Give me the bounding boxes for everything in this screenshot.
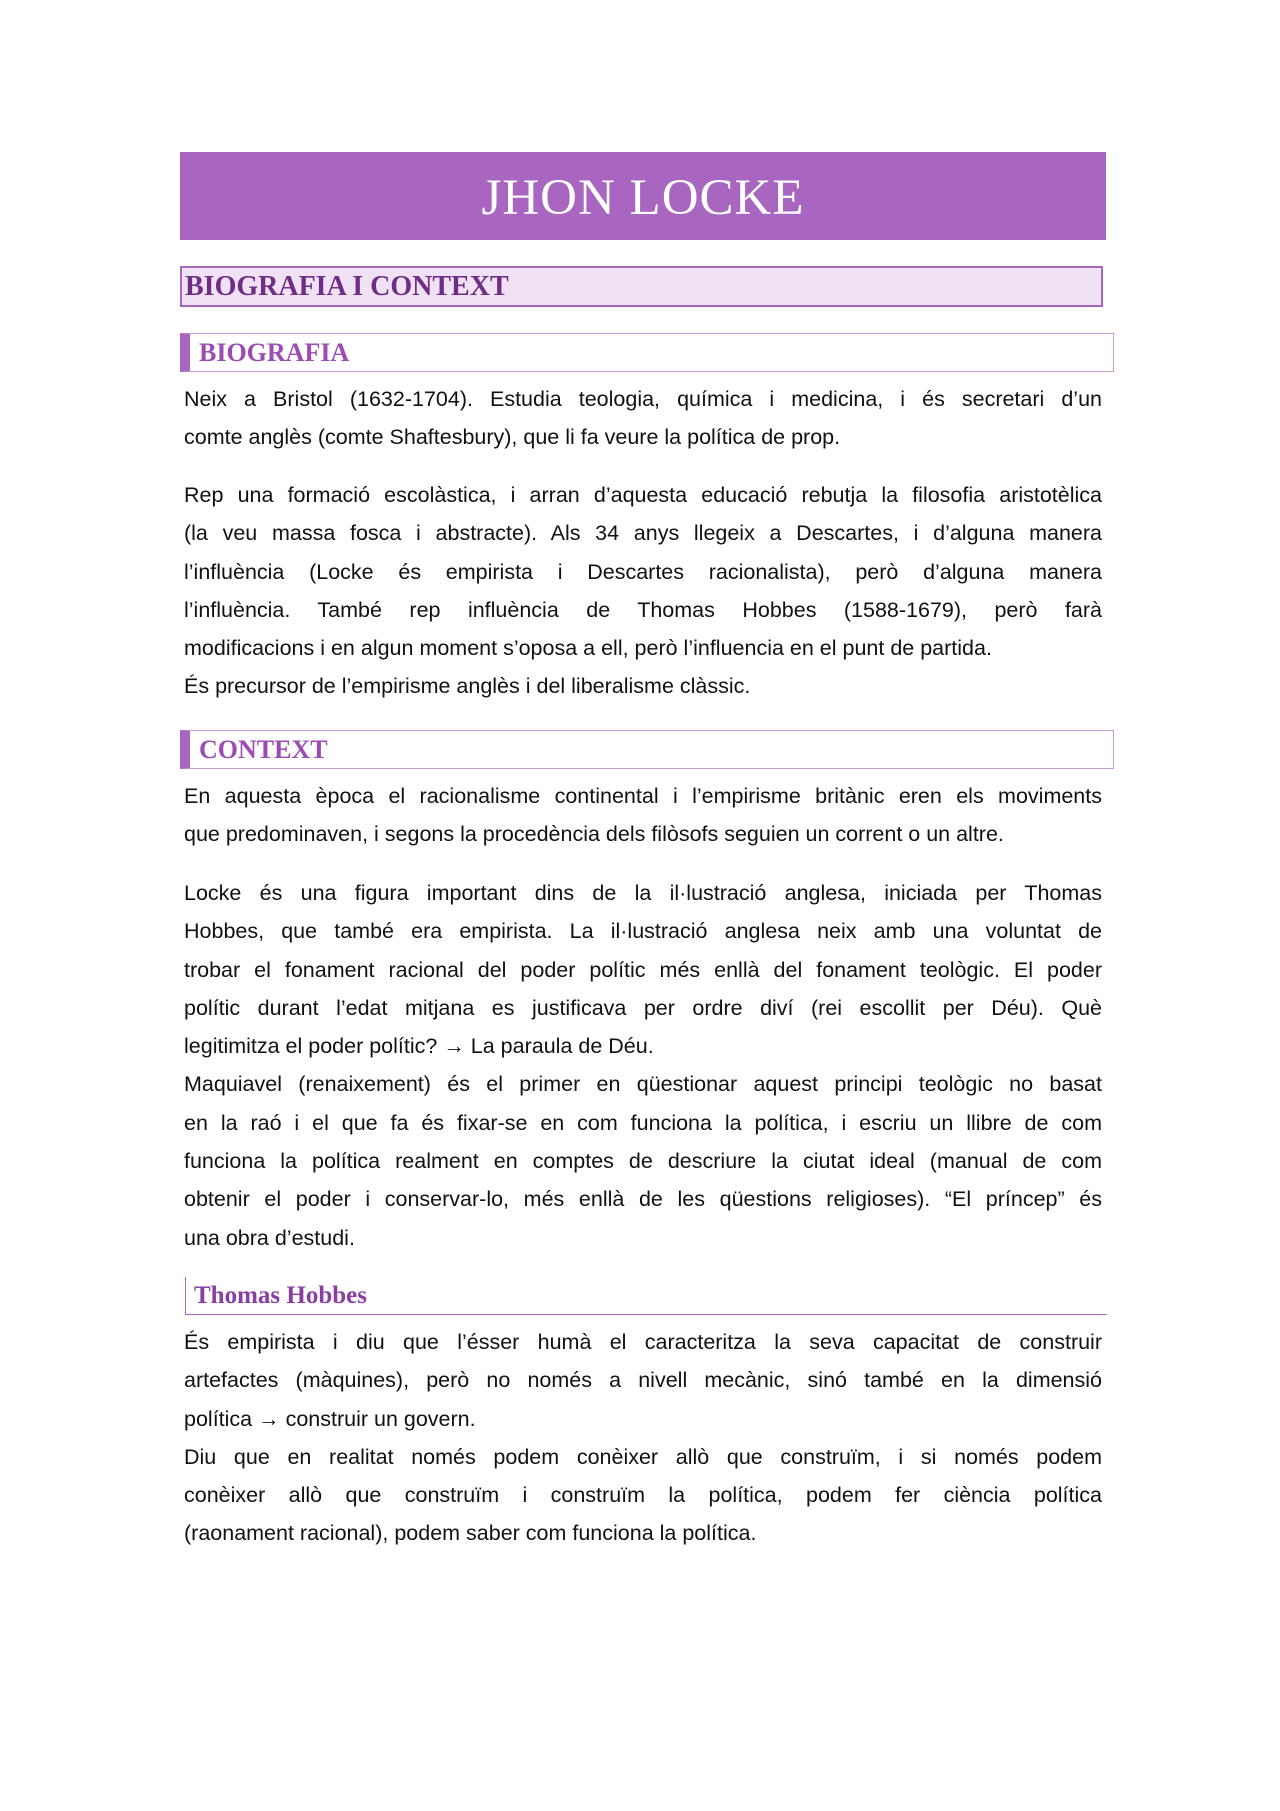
paragraph-hobbes xyxy=(184,1323,1102,1553)
paragraph-line: modificacions i en algun moment s’oposa a ell, però l’influencia en el punt de partida. xyxy=(184,636,992,661)
paragraph-line: Rep una formació escolàstica, i arran d’aquesta educació rebutja la filosofia aristotèlica xyxy=(184,483,1102,507)
paragraph-line: comte anglès (comte Shaftesbury), que li fa veure la política de prop. xyxy=(184,425,841,450)
paragraph-line: Maquiavel (renaixement) és el primer en qüestionar aquest principi teològic no basat xyxy=(184,1072,1102,1097)
paragraph-line: conèixer allò que construïm i construïm la política, podem fer ciència política xyxy=(184,1483,1102,1508)
paragraph-line: Neix a Bristol (1632-1704). Estudia teologia, química i medicina, i és secretari d’un xyxy=(184,387,1102,411)
paragraph-line: És precursor de l’empirisme anglès i del liberalisme clàssic. xyxy=(184,674,751,699)
paragraph-line: És empirista i diu que l’ésser humà el caracteritza la seva capacitat de construir xyxy=(184,1330,1102,1354)
paragraph-line: obtenir el poder i conservar-lo, més enllà de les qüestions religioses). “El príncep” és xyxy=(184,1187,1102,1212)
subsection-heading-text: BIOGRAFIA xyxy=(199,337,350,367)
paragraph-line: l’influència. També rep influència de Thomas Hobbes (1588-1679), però farà xyxy=(184,597,1102,622)
paragraph-line: Diu que en realitat només podem conèixer allò que construïm, i si només podem xyxy=(184,1444,1102,1469)
section-heading xyxy=(180,266,1103,307)
paragraph-line: Hobbes, que també era empirista. La il·lustració anglesa neix amb una voluntat de xyxy=(184,919,1102,944)
paragraph-context-2 xyxy=(184,874,1102,1257)
paragraph-line: l’influència (Locke és empirista i Descartes racionalista), però d’alguna manera xyxy=(184,559,1102,584)
paragraph-line: (la veu massa fosca i abstracte). Als 34 anys llegeix a Descartes, i d’alguna manera xyxy=(184,521,1102,546)
paragraph-biografia-1 xyxy=(184,380,1102,457)
section-heading-text: BIOGRAFIA I CONTEXT xyxy=(185,270,509,302)
title-banner xyxy=(180,152,1106,240)
paragraph-biografia-2 xyxy=(184,476,1102,706)
paragraph-line: política → construir un govern. xyxy=(184,1406,476,1431)
subheading-thomas-hobbes xyxy=(185,1277,1107,1315)
paragraph-line: funciona la política realment en comptes de descriure la ciutat ideal (manual de com xyxy=(184,1149,1102,1174)
subsection-heading-biografia xyxy=(180,333,1114,372)
paragraph-line: En aquesta època el racionalisme continental i l’empirisme britànic eren els moviments xyxy=(184,784,1102,808)
subsection-heading-text: CONTEXT xyxy=(199,734,328,764)
paragraph-line: en la raó i el que fa és fixar-se en com funciona la política, i escriu un llibre de com xyxy=(184,1110,1102,1135)
paragraph-line: artefactes (màquines), però no només a nivell mecànic, sinó també en la dimensió xyxy=(184,1368,1102,1393)
paragraph-line: legitimitza el poder polític? → La paraula de Déu. xyxy=(184,1034,654,1059)
subsection-heading-context xyxy=(180,730,1114,769)
paragraph-line: que predominaven, i segons la procedència dels filòsofs seguien un corrent o un altre. xyxy=(184,822,1004,847)
paragraph-context-1 xyxy=(184,777,1102,854)
paragraph-line: polític durant l’edat mitjana es justificava per ordre diví (rei escollit per Déu). Què xyxy=(184,995,1102,1020)
paragraph-line: una obra d’estudi. xyxy=(184,1225,355,1250)
document-title: JHON LOCKE xyxy=(481,170,805,226)
subheading-text: Thomas Hobbes xyxy=(194,1281,367,1309)
paragraph-line: trobar el fonament racional del poder polític més enllà del fonament teològic. El poder xyxy=(184,957,1102,982)
paragraph-line: Locke és una figura important dins de la il·lustració anglesa, iniciada per Thomas xyxy=(184,881,1102,905)
paragraph-line: (raonament racional), podem saber com funciona la política. xyxy=(184,1521,757,1546)
